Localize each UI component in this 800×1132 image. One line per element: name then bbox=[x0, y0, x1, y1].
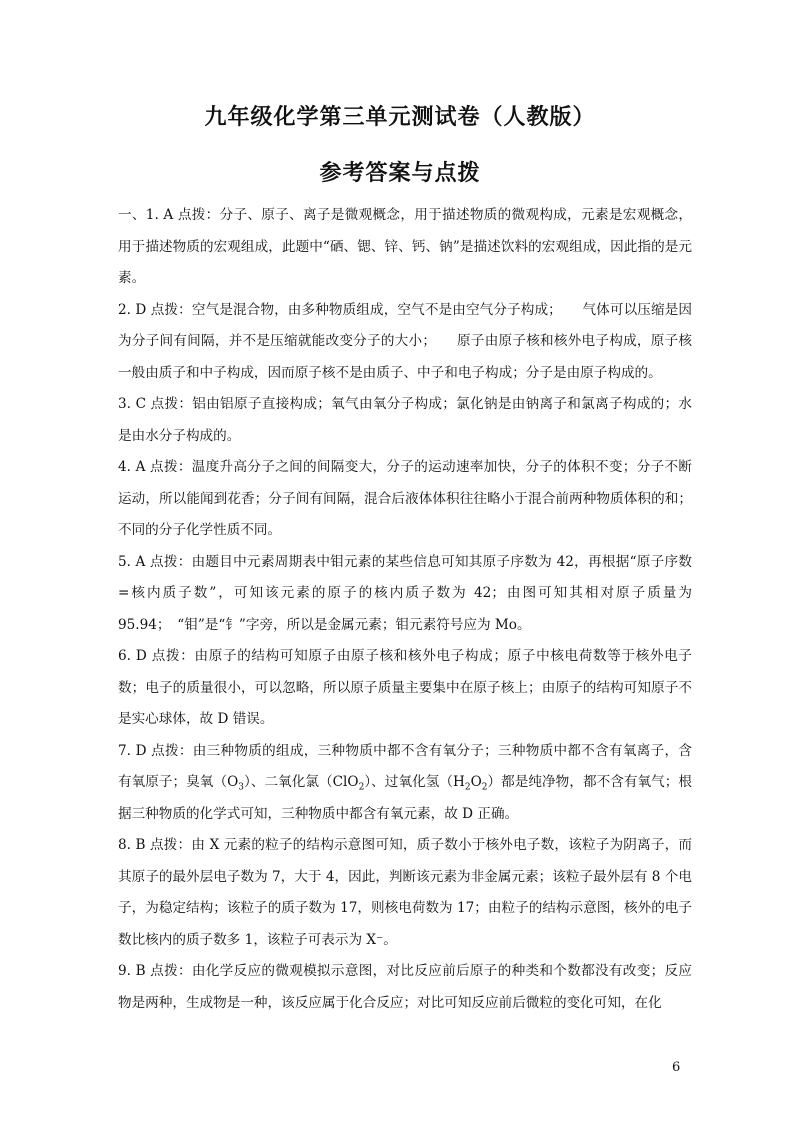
page-number: 6 bbox=[672, 1060, 681, 1075]
document-subtitle: 参考答案与点拨 bbox=[319, 160, 481, 186]
answer-item-2 bbox=[118, 295, 692, 390]
answer-text: 由题目中元素周期表中钼元素的某些信息可知其原子序数为 42，再根据“原子序数=核内质子数”，可知该元素的原子的核内质子数为 42；由图可知其相对原子质量为 95.94； “钼”是“钅”字旁，所以是金属元素；钼元素符号应为 Mo。 bbox=[118, 553, 692, 633]
answer-label: 一、1. A 点拨： bbox=[118, 207, 220, 223]
answer-item-8 bbox=[118, 830, 692, 956]
answer-label: 2. D 点拨： bbox=[118, 301, 192, 318]
answer-text: 由三种物质的组成，三种物质中都不含有氧分子；三种物质中都不含有氧离子，含有氧原子；臭氧$(O_3)$、二氧化氯（ClO$_2$）、过氧化氢$(H_2O_2)$都是纯净物，都不含有氧气；根据三种物质的化学式可知，三种物质中都含有氧元素，故 D 正确。 bbox=[118, 742, 693, 822]
answer-list bbox=[118, 200, 692, 1019]
document-title: 九年级化学第三单元测试卷（人教版） bbox=[204, 104, 596, 130]
answer-label: 3. C 点拨： bbox=[118, 396, 193, 412]
answer-text: 分子、原子、离子是微观概念，用于描述物质的微观构成，元素是宏观概念，用于描述物质的宏观组成，此题中“硒、锶、锌、钙、钠”是描述饮料的宏观组成，因此指的是元素。 bbox=[118, 207, 692, 286]
answer-item-1 bbox=[118, 200, 692, 295]
answer-label: 9. B 点拨： bbox=[118, 963, 192, 979]
answer-item-7 bbox=[118, 736, 692, 831]
answer-item-9 bbox=[118, 956, 692, 1019]
answer-text: 铝由铝原子直接构成；氧气由氧分子构成；氯化钠是由钠离子和氯离子构成的；水是由水分子构成的。 bbox=[118, 396, 693, 444]
answer-text: 由 X 元素的粒子的结构示意图可知，质子数小于核外电子数，该粒子为阴离子，而其原子的最外层电子数为 7，大于 4，因此，判断该元素为非金属元素；该粒子最外层有 8 个电子，为稳定结构；该粒子的质子数为 17，则核电荷数为 17；由粒子的结构示意图，核外的电子数比核内的质子数多 1，该粒子可表示为 X⁻。 bbox=[118, 837, 692, 948]
answer-text: 温度升高分子之间的间隔变大，分子的运动速率加快，分子的体积不变；分子不断运动，所以能闻到花香；分子间有间隔，混合后液体体积往往略小于混合前两种物质体积的和；不同的分子化学性质不同。 bbox=[118, 459, 692, 538]
answer-label: 4. A 点拨： bbox=[118, 459, 192, 475]
answer-label: 6. D 点拨： bbox=[118, 648, 195, 664]
answer-label: 7. D 点拨： bbox=[118, 742, 193, 759]
answer-label: 5. A 点拨： bbox=[118, 553, 192, 570]
answer-item-3 bbox=[118, 389, 692, 452]
answer-item-6 bbox=[118, 641, 692, 736]
answer-text: 由原子的结构可知原子由原子核和核外电子构成；原子中核电荷数等于核外电子数；电子的质量很小，可以忽略，所以原子质量主要集中在原子核上；由原子的结构可知原子不是实心球体，故 D 错误。 bbox=[118, 648, 693, 727]
answer-item-4 bbox=[118, 452, 692, 547]
answer-label: 8. B 点拨： bbox=[118, 837, 192, 853]
answer-text: 由化学反应的微观模拟示意图，对比反应前后原子的种类和个数都没有改变；反应物是两种，生成物是一种，该反应属于化合反应；对比可知反应前后微粒的变化可知，在化 bbox=[118, 963, 692, 1011]
answer-item-5 bbox=[118, 547, 692, 642]
answer-text: 空气是混合物，由多种物质组成，空气不是由空气分子构成； 气体可以压缩是因为分子间有间隔，并不是压缩就能改变分子的大小； 原子由原子核和核外电子构成，原子核一般由质子和中子构成，因而原子核不是由质子、中子和电子构成；分子是由原子构成的。 bbox=[118, 301, 693, 381]
